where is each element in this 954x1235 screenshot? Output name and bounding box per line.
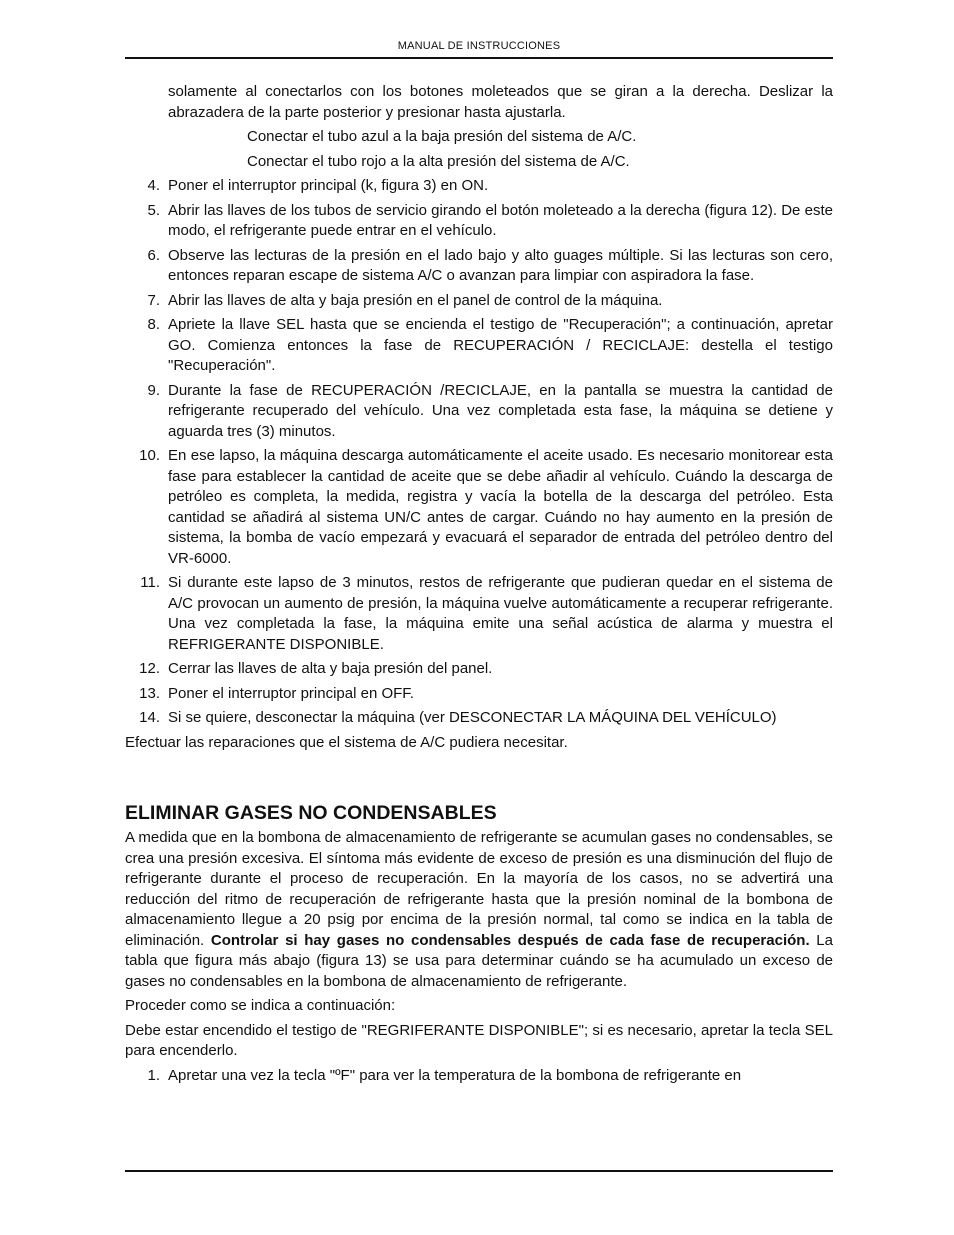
step-text: Poner el interruptor principal (k, figura 3) en ON. <box>168 177 489 194</box>
list-item <box>125 1066 833 1087</box>
intro-continuation: solamente al conectarlos con los botones moleteados que se giran a la derecha. Deslizar la abrazadera de la parte posterior y presionar hasta ajustarla. <box>168 83 833 121</box>
list-item <box>125 176 833 197</box>
step-number: 4. <box>147 177 160 194</box>
list-item <box>125 446 833 569</box>
step-number: 7. <box>147 291 160 309</box>
intro-line-red-hose: Conectar el tubo rojo a la alta presión del sistema de A/C. <box>247 152 630 170</box>
list-item <box>125 659 833 680</box>
paragraph-text-start: A medida que en la bombona de almacenamiento de refrigerante se acumulan gases no condensables, se crea una presión excesiva. El síntoma más evidente de exceso de presión es una disminución del flujo de refrigerante durante el proceso de recuperación. En la mayoría de los casos, no se advertirá una reducción del ritmo de recuperación de refrigerante hasta que la presión nominal de la bombona de almacenamiento llegue a 20 psig por encima de la presión normal, tal como se indica en la tabla de eliminación. <box>125 829 833 949</box>
section-paragraph-3: Debe estar encendido el testigo de "REGRIFERANTE DISPONIBLE"; si es necesario, apretar la tecla SEL para encenderlo. <box>125 1021 833 1059</box>
page-content <box>125 82 833 1090</box>
closing-note: Efectuar las reparaciones que el sistema de A/C pudiera necesitar. <box>125 733 568 751</box>
step-number: 11. <box>140 574 160 591</box>
step-number: 9. <box>147 381 160 399</box>
page-header-title: MANUAL DE INSTRUCCIONES <box>397 40 561 52</box>
intro-line-blue-hose: Conectar el tubo azul a la baja presión del sistema de A/C. <box>247 128 637 145</box>
step-text: Apretar una vez la tecla "ºF" para ver la temperatura de la bombona de refrigerante en <box>168 1066 742 1084</box>
step-number: 5. <box>147 201 160 219</box>
step-number: 8. <box>147 316 160 333</box>
list-item <box>125 315 833 377</box>
step-number: 12. <box>139 660 160 677</box>
paragraph-bold-emphasis: Controlar si hay gases no condensables después de cada fase de recuperación. <box>210 931 810 949</box>
step-number: 13. <box>139 684 160 702</box>
list-item <box>125 573 833 655</box>
footer-divider <box>125 1170 833 1172</box>
step-number: 6. <box>147 246 160 264</box>
step-number: 1. <box>147 1066 160 1084</box>
step-text: Abrir las llaves de alta y baja presión en el panel de control de la máquina. <box>168 291 663 309</box>
step-text: En ese lapso, la máquina descarga automáticamente el aceite usado. Es necesario monitorear esta fase para establecer la cantidad de aceite que se debe añadir al vehículo. Cuándo la descarga de petróleo es completa, la medida, registra y vacía la botella de la descarga del petróleo. Esta cantidad se añadirá al sistema UN/C antes de cargar. Cuándo no hay aumento en la presión de sistema, la bomba de vacío empezará y evacuará el separador de entrada del petróleo dentro del VR-6000. <box>168 447 833 567</box>
section-paragraph-1 <box>125 828 833 992</box>
list-item <box>125 684 833 705</box>
section-steps <box>125 1066 833 1087</box>
step-text: Cerrar las llaves de alta y baja presión del panel. <box>168 660 493 677</box>
step-text: Durante la fase de RECUPERACIÓN /RECICLAJE, en la pantalla se muestra la cantidad de refrigerante recuperado del vehículo. Una vez completada esta fase, la máquina se detiene y aguarda tres (3) minutos. <box>168 381 833 440</box>
step-text: Poner el interruptor principal en OFF. <box>168 684 414 702</box>
procedure-steps <box>125 176 833 729</box>
step-text: Si durante este lapso de 3 minutos, restos de refrigerante que pudieran quedar en el sistema de A/C provocan un aumento de presión, la máquina vuelve automáticamente a recuperar refrigerante. Una vez completada la fase, la máquina emite una señal acústica de alarma y muestra el REFRIGERANTE DISPONIBLE. <box>168 574 833 653</box>
step-text: Abrir las llaves de los tubos de servicio girando el botón moleteado a la derecha (figura 12). De este modo, el refrigerante puede entrar en el vehículo. <box>168 201 833 239</box>
step-number: 10. <box>139 447 160 464</box>
section-paragraph-2: Proceder como se indica a continuación: <box>125 997 396 1014</box>
step-text: Apriete la llave SEL hasta que se encienda el testigo de "Recuperación"; a continuación, apretar GO. Comienza entonces la fase de RECUPERACIÓN / RECICLAJE: destella el testigo "Recuperación". <box>168 316 833 374</box>
step-text: Observe las lecturas de la presión en el lado bajo y alto guages múltiple. Si las lecturas son cero, entonces reparan escape de sistema A/C o avanzan para limpiar con aspiradora la fase. <box>168 246 833 284</box>
list-item <box>125 708 833 729</box>
header-divider <box>125 57 833 59</box>
step-number: 14. <box>139 709 160 726</box>
step-text: Si se quiere, desconectar la máquina (ver DESCONECTAR LA MÁQUINA DEL VEHÍCULO) <box>168 709 777 726</box>
section-heading: ELIMINAR GASES NO CONDENSABLES <box>125 802 497 824</box>
list-item <box>125 246 833 287</box>
paragraph-text-end: La tabla que figura más abajo (figura 13) se usa para determinar cuándo se ha acumulado un exceso de gases no condensables en la bombona de almacenamiento de refrigerante. <box>125 931 833 990</box>
list-item <box>125 381 833 443</box>
list-item <box>125 291 833 312</box>
list-item <box>125 201 833 242</box>
